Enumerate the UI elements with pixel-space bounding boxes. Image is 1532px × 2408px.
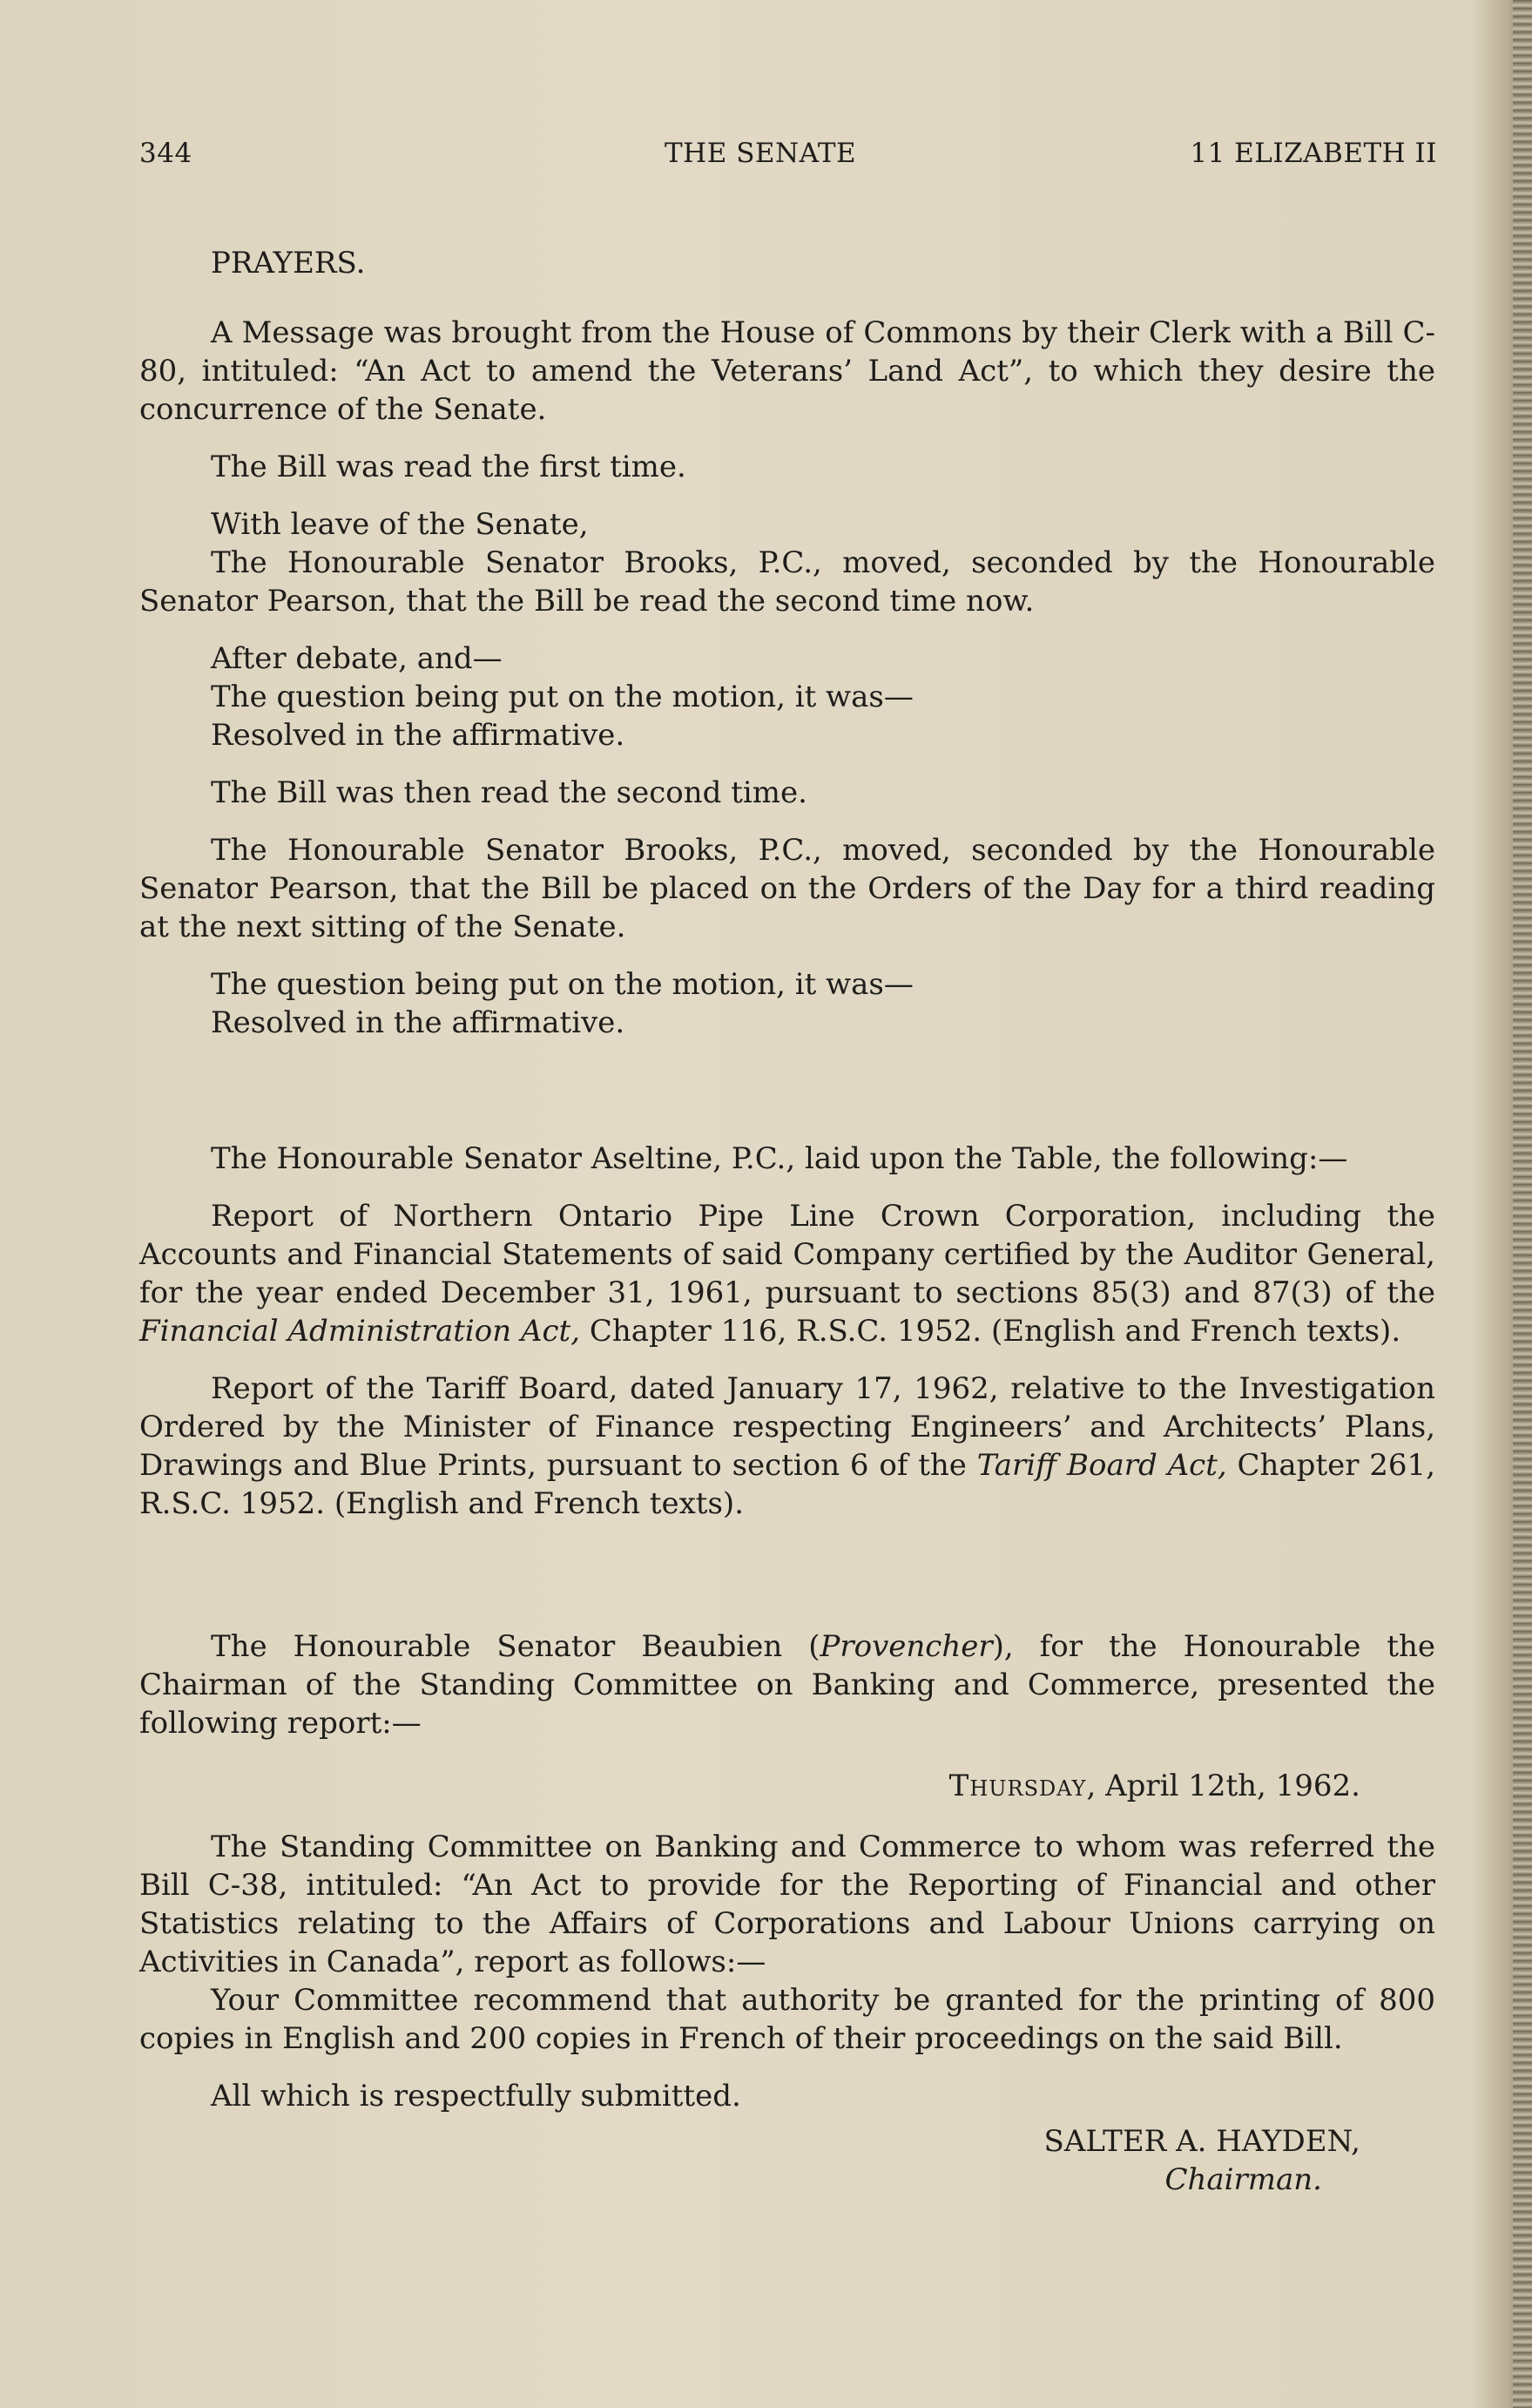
page-edge [1513, 0, 1532, 2408]
question-line: The question being put on the motion, it was— [211, 967, 914, 1002]
first-reading: The Bill was read the first time. [211, 450, 686, 484]
submitted-line: All which is respectfully submitted. [211, 2079, 741, 2114]
regnal-year: 11 ELIZABETH II [1190, 138, 1437, 169]
moved-third-paragraph: The Honourable Senator Brooks, P.C., moved, seconded by the Honourable Senator Pearson, that the Bill be placed on the Orders of the Day for a third reading at the next sitting of the Senate. [139, 833, 1435, 944]
resolved-line: Resolved in the affirmative. [211, 1005, 625, 1040]
second-reading: The Bill was then read the second time. [211, 775, 807, 810]
moved-second-paragraph: The Honourable Senator Brooks, P.C., moved, seconded by the Honourable Senator Pearson, that the Bill be read the second time now. [139, 545, 1435, 619]
page-number: 344 [139, 138, 192, 169]
question-block [139, 965, 1435, 1042]
beaubien-paragraph: The Honourable Senator Beaubien (Provencher), for the Honourable the Chairman of the Standing Committee on Banking and Commerce, presented the following report:— [139, 1629, 1435, 1741]
prayers-heading: PRAYERS. [211, 246, 366, 281]
committee-paragraph: The Standing Committee on Banking and Commerce to whom was referred the Bill C-38, intituled: “An Act to provide for the Reporting of Financial and other Statistics relating to the Affairs of Corporations and Labour Unions carrying on Activities in Canada”, report as follows:— [139, 1830, 1435, 1979]
journal-title: THE SENATE [665, 138, 857, 169]
recommend-paragraph: Your Committee recommend that authority be granted for the printing of 800 copies in English and 200 copies in French of their proceedings on the said Bill. [139, 1983, 1435, 2056]
second-reading-motion [139, 505, 1435, 620]
message-paragraph: A Message was brought from the House of Commons by their Clerk with a Bill C-80, intituled: “An Act to amend the Veterans’ Land Act”, to which they desire the concurrence of the Senate. [139, 315, 1435, 427]
debate-block [139, 639, 1435, 754]
resolved-line: Resolved in the affirmative. [211, 718, 625, 753]
running-head [139, 138, 1437, 179]
signatory-name: SALTER A. HAYDEN, [1043, 2124, 1360, 2159]
report-date: Thursday, April 12th, 1962. [948, 1769, 1360, 1803]
section-gap [139, 1542, 1435, 1627]
page-body [139, 244, 1435, 2199]
leave-line: With leave of the Senate, [211, 507, 589, 542]
after-debate-line: After debate, and— [211, 641, 503, 676]
report-paragraph-2: Report of the Tariff Board, dated January 17, 1962, relative to the Investigation Ordered by the Minister of Finance respecting Engineers’ and Architects’ Plans, Drawings and Blue Prints, pursuant to section 6 of the Tariff Board Act, Chapter 261, R.S.C. 1952. (English and French texts). [139, 1371, 1435, 1521]
section-gap [139, 1061, 1435, 1140]
aseltine-paragraph: The Honourable Senator Aseltine, P.C., laid upon the Table, the following:— [211, 1141, 1348, 1176]
report-paragraph-1: Report of Northern Ontario Pipe Line Crown Corporation, including the Accounts and Financial Statements of said Company certified by the Auditor General, for the year ended December 31, 1961, pursuant to sections 85(3) and 87(3) of the Financial Administration Act, Chapter 116, R.S.C. 1952. (English and French texts). [139, 1199, 1435, 1349]
signatory-title: Chairman. [1164, 2162, 1322, 2197]
question-line: The question being put on the motion, it was— [211, 680, 914, 714]
